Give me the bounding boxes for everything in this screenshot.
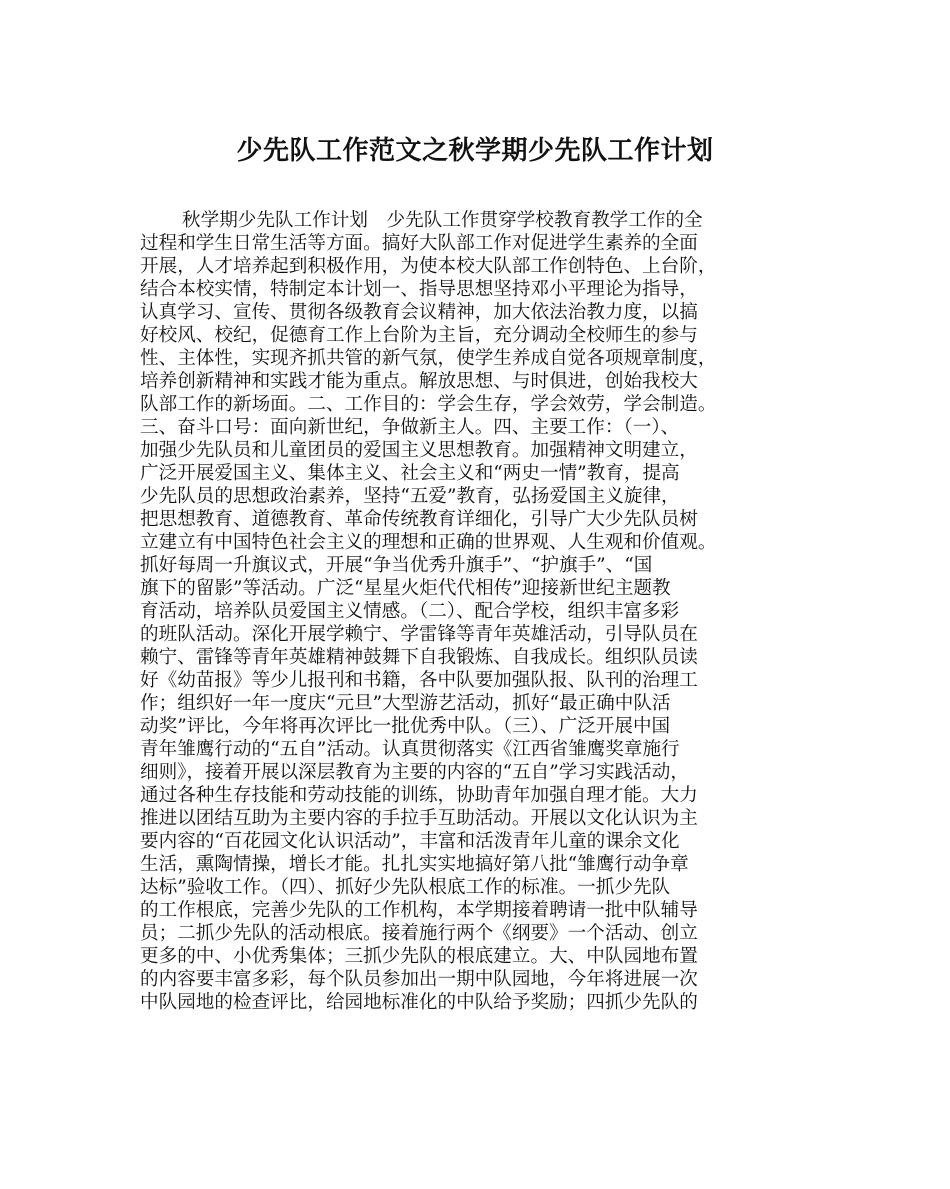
body-text-line: 旗下的留影”等活动。广泛“星星火炬代代相传”迎接新世纪主题教	[140, 578, 671, 599]
body-text-line: 性、主体性，实现齐抓共管的新气氛，使学生养成自觉各项规章制度，	[140, 348, 717, 369]
body-text-line: 作；组织好一年一度庆“元旦”大型游艺活动，抓好“最正确中队活	[140, 693, 671, 714]
body-text-line: 推进以团结互助为主要内容的手拉手互助活动。开展以文化认识为主	[140, 808, 698, 829]
body-text-line: 过程和学生日常生活等方面。搞好大队部工作对促进学生素养的全面	[140, 233, 698, 254]
body-text-line: 少先队员的思想政治素养，坚持“五爱”教育，弘扬爱国主义旋律，	[140, 486, 680, 507]
document-body	[140, 209, 830, 1014]
body-text-line: 培养创新精神和实践才能为重点。解放思想、与时俱进，创始我校大	[140, 371, 698, 392]
body-text-line: 通过各种生存技能和劳动技能的训练，协助青年加强自理才能。大力	[140, 785, 698, 806]
body-text-line: 青年雏鹰行动的“五自”活动。认真贯彻落实《江西省雏鹰奖章施行	[140, 739, 680, 760]
body-text-line: 的工作根底，完善少先队的工作机构，本学期接着聘请一批中队辅导	[140, 900, 698, 921]
body-text-line: 队部工作的新场面。二、工作目的：学会生存，学会效劳，学会制造。	[140, 394, 717, 415]
body-text-line: 立建立有中国特色社会主义的理想和正确的世界观、人生观和价值观。	[140, 532, 717, 553]
body-text-line: 的内容要丰富多彩，每个队员参加出一期中队园地，今年将进展一次	[140, 969, 698, 990]
body-text-line: 好《幼苗报》等少儿报刊和书籍，各中队要加强队报、队刊的治理工	[140, 670, 698, 691]
body-text-line: 员；二抓少先队的活动根底。接着施行两个《纲要》一个活动、创立	[140, 923, 698, 944]
body-text-line: 达标”验收工作。（四）、抓好少先队根底工作的标准。一抓少先队	[140, 877, 671, 898]
body-text-line: 细则》，接着开展以深层教育为主要的内容的“五自”学习实践活动，	[140, 762, 689, 783]
document-title: 少先队工作范文之秋学期少先队工作计划	[236, 136, 714, 166]
body-text-line: 赖宁、雷锋等青年英雄精神鼓舞下自我锻炼、自我成长。组织队员读	[140, 647, 698, 668]
body-text-line: 结合本校实情，特制定本计划一、指导思想坚持邓小平理论为指导，	[140, 279, 698, 300]
body-text-line: 要内容的“百花园文化认识活动”，丰富和活泼青年儿童的课余文化	[140, 831, 680, 852]
body-text-line: 秋学期少先队工作计划 少先队工作贯穿学校教育教学工作的全	[182, 210, 703, 231]
body-text-line: 认真学习、宣传、贯彻各级教育会议精神，加大依法治教力度，以搞	[140, 302, 698, 323]
body-text-line: 开展，人才培养起到积极作用，为使本校大队部工作创特色、上台阶，	[140, 256, 717, 277]
body-text-line: 好校风、校纪，促德育工作上台阶为主旨，充分调动全校师生的参与	[140, 325, 698, 346]
body-text-line: 三、奋斗口号：面向新世纪，争做新主人。四、主要工作：（一）、	[140, 417, 680, 438]
body-text-line: 中队园地的检查评比，给园地标准化的中队给予奖励；四抓少先队的	[140, 992, 698, 1013]
body-text-line: 把思想教育、道德教育、革命传统教育详细化，引导广大少先队员树	[140, 509, 698, 530]
body-text-line: 的班队活动。深化开展学赖宁、学雷锋等青年英雄活动，引导队员在	[140, 624, 698, 645]
body-text-line: 更多的中、小优秀集体；三抓少先队的根底建立。大、中队园地布置	[140, 946, 698, 967]
body-text-line: 抓好每周一升旗议式，开展“争当优秀升旗手”、“护旗手”、“国	[140, 555, 653, 576]
body-text-line: 广泛开展爱国主义、集体主义、社会主义和“两史一情”教育，提高	[140, 463, 680, 484]
body-text-line: 育活动，培养队员爱国主义情感。（二）、配合学校，组织丰富多彩	[140, 601, 680, 622]
body-text-line: 生活，熏陶情操，增长才能。扎扎实实地搞好第八批“雏鹰行动争章	[140, 854, 689, 875]
body-text-line: 加强少先队员和儿童团员的爱国主义思想教育。加强精神文明建立，	[140, 440, 698, 461]
body-text-line: 动奖”评比，今年将再次评比一批优秀中队。（三）、广泛开展中国	[140, 716, 671, 737]
